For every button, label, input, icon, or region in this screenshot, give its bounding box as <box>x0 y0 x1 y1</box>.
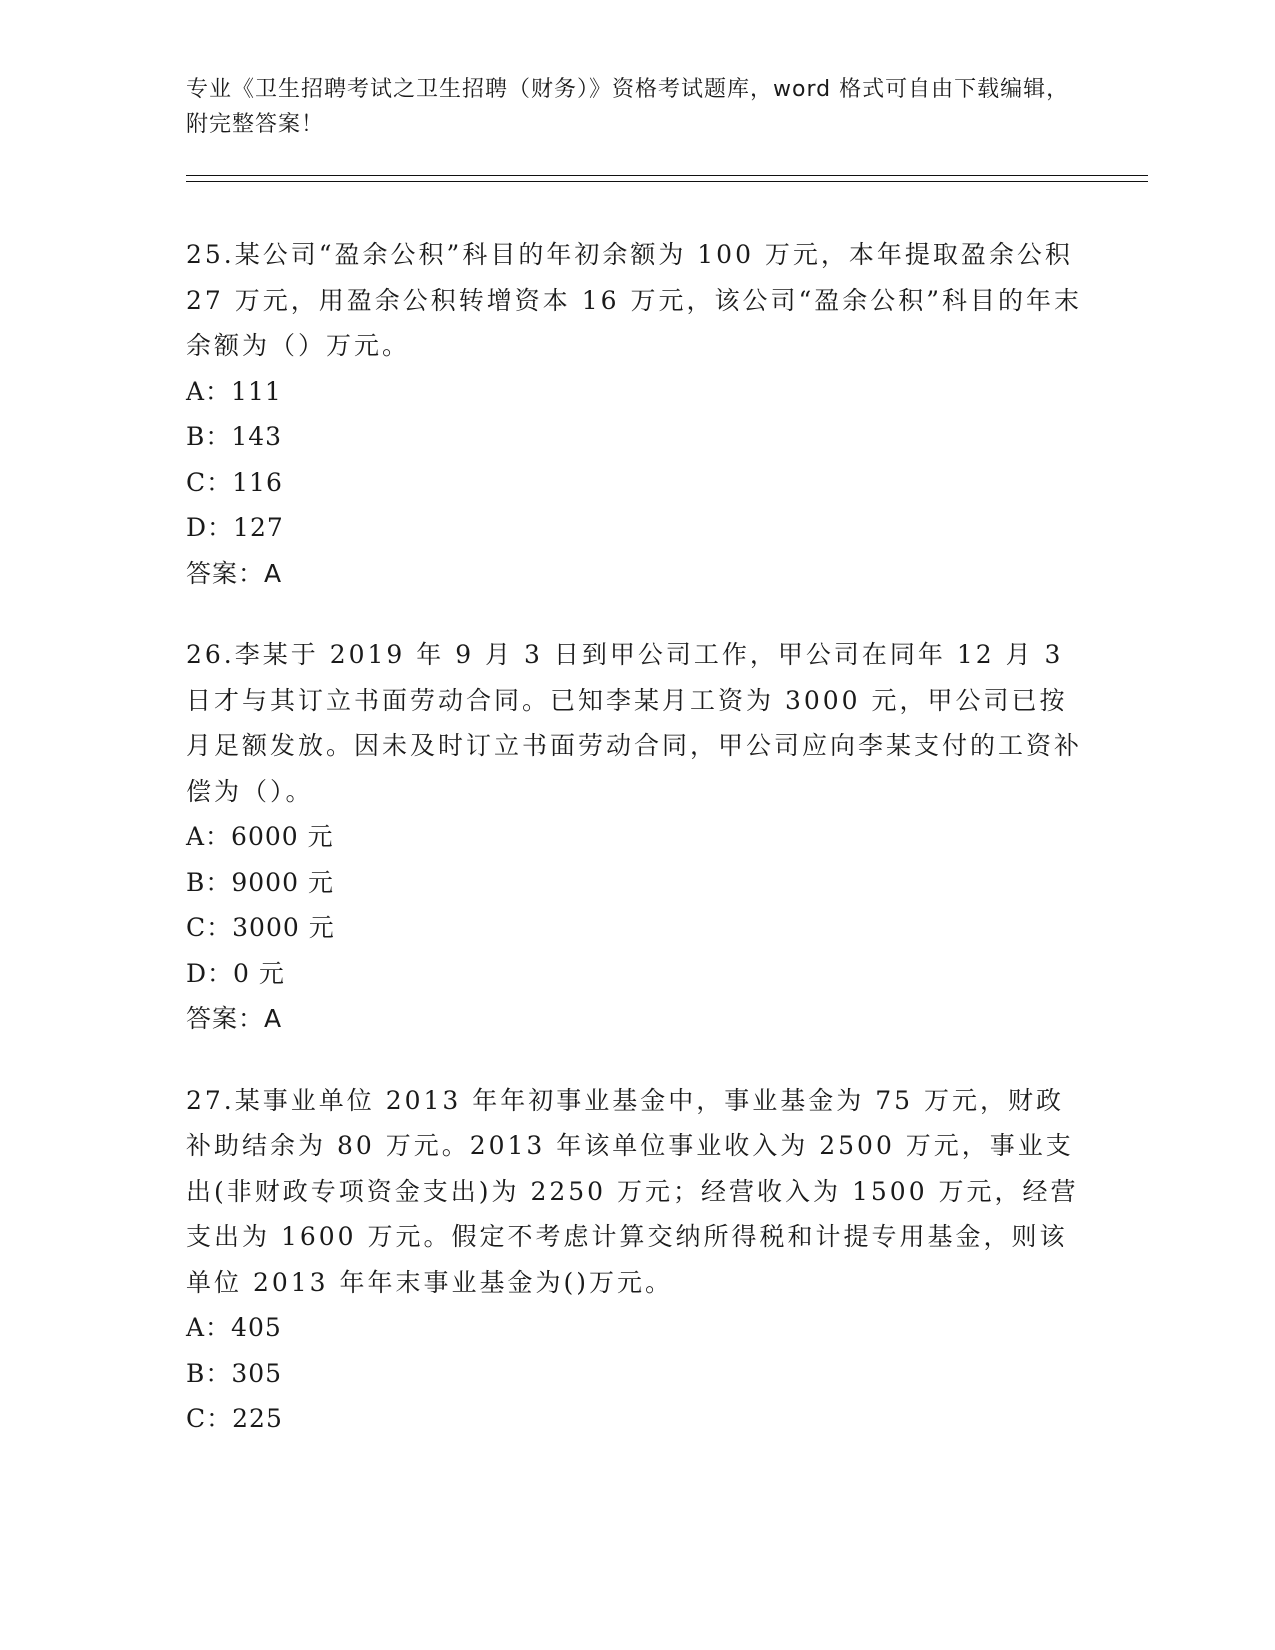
header-text: 专业《卫生招聘考试之卫生招聘（财务）》资格考试题库，word 格式可自由下载编辑，附完整答案！ <box>186 77 1070 137</box>
question-list <box>186 232 1086 1478</box>
option-d: D：0 元 <box>186 958 285 988</box>
question-stem: 26.李某于 2019 年 9 月 3 日到甲公司工作，甲公司在同年 12 月 3 日才与其订立书面劳动合同。已知李某月工资为 3000 元，甲公司已按月足额发放。因未及时订立书面劳动合同，甲公司应向李某支付的工资补偿为（）。 <box>186 640 1083 806</box>
option-b: B：143 <box>186 422 283 451</box>
option-c: C：225 <box>186 1404 283 1433</box>
question-27 <box>186 1078 1086 1442</box>
question-stem: 25.某公司“盈余公积”科目的年初余额为 100 万元，本年提取盈余公积 27 万元，用盈余公积转增资本 16 万元，该公司“盈余公积”科目的年末余额为（）万元。 <box>186 240 1083 360</box>
option-b: B：305 <box>186 1358 283 1388</box>
option-c: C：3000 元 <box>186 913 335 942</box>
question-stem: 27.某事业单位 2013 年年初事业基金中，事业基金为 75 万元，财政补助结余为 80 万元。2013 年该单位事业收入为 2500 万元，事业支出(非财政专项资金支出)为 2250 万元；经营收入为 1500 万元，经营支出为 1600 万元。假定不考虑计算交纳所得税和计提专用基金，则该单位 2013 年年末事业基金为()万元。 <box>186 1085 1079 1297</box>
header-divider-top <box>186 175 1148 176</box>
question-26 <box>186 632 1086 1042</box>
header-divider-bottom <box>186 181 1148 182</box>
option-a: A：111 <box>186 376 282 406</box>
question-25 <box>186 232 1086 596</box>
option-a: A：405 <box>186 1313 282 1342</box>
answer-line: 答案：A <box>186 1004 283 1033</box>
answer-line: 答案：A <box>186 558 283 588</box>
option-a: A：6000 元 <box>186 822 334 851</box>
option-d: D：127 <box>186 513 284 542</box>
option-c: C：116 <box>186 467 283 497</box>
option-b: B：9000 元 <box>186 867 334 897</box>
document-header <box>186 72 1086 142</box>
